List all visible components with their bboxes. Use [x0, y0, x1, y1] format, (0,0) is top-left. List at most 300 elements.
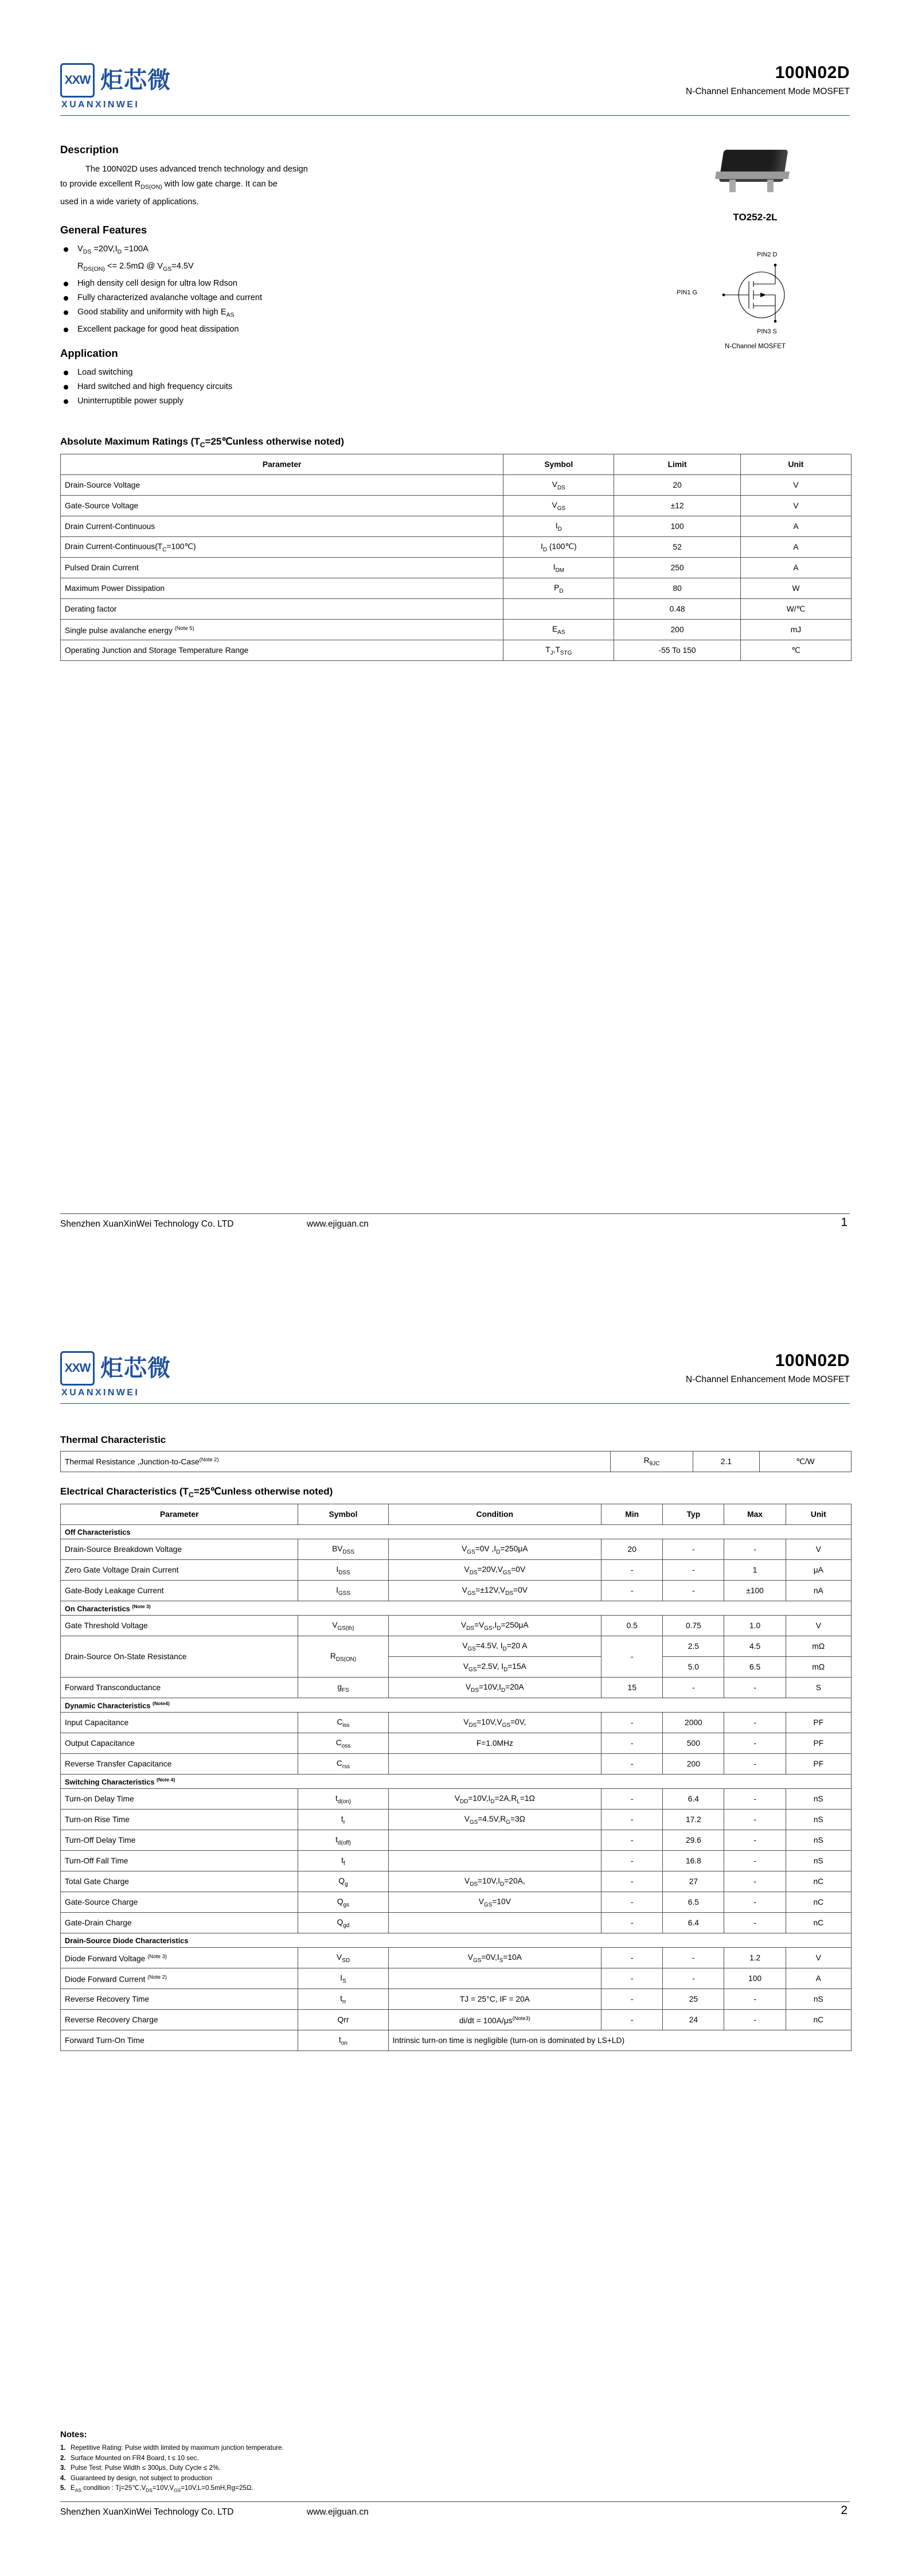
- logo-chinese-name: 炬芯微: [100, 68, 171, 93]
- table-cell: $V_{GS}=\pm 12V,V_{DS}=0V$: [388, 1581, 602, 1601]
- table-cell: 200: [614, 620, 741, 640]
- table-cell: V: [786, 1616, 851, 1636]
- table-cell: $V_{GS}=2.5V$, $I_D=15A$: [388, 1657, 602, 1678]
- list-item: 4. Guaranteed by design, not subject to production: [60, 2474, 212, 2482]
- table-cell: A: [740, 516, 851, 537]
- table-cell: $BV_{DSS}$: [298, 1539, 388, 1560]
- col-min: Min: [602, 1504, 663, 1525]
- table-cell: Input Capacitance: [61, 1713, 298, 1733]
- table-cell: 5.0: [663, 1657, 724, 1678]
- table-cell: -: [724, 1754, 786, 1775]
- table-cell: Turn-Off Delay Time: [61, 1830, 298, 1851]
- thermal-body: [61, 1452, 852, 1472]
- table-cell: -: [663, 1581, 724, 1601]
- package-photo: [712, 146, 798, 199]
- table-cell: $C_{oss}$: [298, 1733, 388, 1754]
- list-item: 5. $E_{AS}$ condition : $Tj=25℃,V_{DS}=10V,V_{GS}=10V,L=0.5mH,Rg=25\Omega$.: [60, 2484, 253, 2493]
- table-cell: Single pulse avalanche energy $^{(Note 5)}$: [61, 620, 503, 640]
- table-cell: $R_{DS(ON)}$: [298, 1636, 388, 1678]
- table-row: [61, 1581, 852, 1601]
- list-item: $R_{DS(ON)} <= 2.5m\Omega$ @ $V_{GS}=4.5V$: [77, 261, 194, 273]
- list-item: $V_{DS} =20V,I_D =100A$: [60, 242, 576, 259]
- thermal-table: [60, 1451, 852, 1472]
- col-unit: Unit: [740, 454, 851, 475]
- table-cell: ℃/W: [759, 1452, 851, 1472]
- table-cell: A: [786, 1968, 851, 1989]
- table-row: [61, 558, 852, 578]
- table-cell: -: [724, 1989, 786, 2010]
- table-cell: $Q_{gd}$: [298, 1913, 388, 1933]
- page-2: [0, 1288, 910, 2576]
- table-cell: $t_{rr}$: [298, 1989, 388, 2010]
- table-cell: V: [786, 1539, 851, 1560]
- table-cell: 15: [602, 1678, 663, 1698]
- abs-max-table: [60, 454, 852, 661]
- table-group-header: [61, 1525, 852, 1539]
- table-cell: -: [724, 1733, 786, 1754]
- table-cell: 20: [602, 1539, 663, 1560]
- table-cell: ±12: [614, 496, 741, 516]
- page-title: 100N02D: [775, 1351, 850, 1370]
- table-group-header: [61, 1933, 852, 1948]
- table-cell: V: [786, 1948, 851, 1968]
- table-cell: 6.4: [663, 1913, 724, 1933]
- list-item: 1. Repetitive Rating: Pulse width limited by maximum junction temperature.: [60, 2444, 284, 2452]
- table-cell: Forward Turn-On Time: [61, 2030, 298, 2051]
- table-row: [61, 516, 852, 537]
- table-cell: 4.5: [724, 1636, 786, 1657]
- header-divider: [60, 1403, 850, 1404]
- table-cell: Diode Forward Voltage $^{(Note 3)}$: [61, 1948, 298, 1968]
- description-title: Description: [60, 143, 119, 155]
- table-cell: 2.5: [663, 1636, 724, 1657]
- table-cell: -: [602, 1913, 663, 1933]
- table-cell: $V_{GS}=4.5V$, $I_D=20$ A: [388, 1636, 602, 1657]
- table-row: [61, 599, 852, 620]
- table-cell: Turn-on Delay Time: [61, 1789, 298, 1810]
- mosfet-symbol-icon: [689, 252, 821, 338]
- table-row: [61, 1789, 852, 1810]
- table-cell: -: [602, 1989, 663, 2010]
- table-cell: $I_D$: [503, 516, 614, 537]
- list-item: Excellent package for good heat dissipation: [60, 322, 576, 337]
- table-cell: Gate-Drain Charge: [61, 1913, 298, 1933]
- list-item: Uninterruptible power supply: [60, 394, 576, 408]
- electrical-title: Electrical Characteristics ($T_C=25℃unless$ otherwise noted): [60, 1486, 333, 1499]
- table-cell: TJ = 25°C, IF = 20A: [388, 1989, 602, 2010]
- table-cell: Reverse Recovery Charge: [61, 2010, 298, 2030]
- table-cell: -: [663, 1539, 724, 1560]
- table-row: [61, 578, 852, 599]
- table-cell: Drain-Source On-State Resistance: [61, 1636, 298, 1678]
- table-cell: $V_{DS}$: [503, 475, 614, 496]
- table-cell: $g_{FS}$: [298, 1678, 388, 1698]
- list-item: Hard switched and high frequency circuits: [60, 380, 576, 394]
- pin1-label: PIN1 G: [677, 289, 698, 296]
- list-item: 3. Pulse Test: Pulse Width ≤ 300μs, Duty Cycle ≤ 2%.: [60, 2464, 221, 2472]
- table-cell: $V_{GS}=10V$: [388, 1892, 602, 1913]
- table-cell: $E_{AS}$: [503, 620, 614, 640]
- table-cell: $t_{d(on)}$: [298, 1789, 388, 1810]
- electrical-section: [60, 1486, 852, 2051]
- notes-list: [60, 2443, 852, 2496]
- electrical-body: [61, 1525, 852, 2051]
- company-logo: [60, 1351, 171, 1398]
- description-line-3: used in a wide variety of applications.: [60, 197, 199, 207]
- table-cell: 6.4: [663, 1789, 724, 1810]
- table-cell: Total Gate Charge: [61, 1871, 298, 1892]
- table-cell: nS: [786, 1851, 851, 1871]
- footer-url[interactable]: www.ejiguan.cn: [307, 2507, 369, 2517]
- table-cell: Derating factor: [61, 599, 503, 620]
- page-subtitle: N-Channel Enhancement Mode MOSFET: [685, 87, 850, 96]
- table-cell: Zero Gate Voltage Drain Current: [61, 1560, 298, 1581]
- group-label: Drain-Source Diode Characteristics: [61, 1933, 852, 1948]
- table-cell: nS: [786, 1989, 851, 2010]
- table-cell: A: [740, 558, 851, 578]
- package-name: TO252-2L: [733, 212, 778, 223]
- table-cell: $T_J,T_{STG}$: [503, 640, 614, 661]
- table-cell: 20: [614, 475, 741, 496]
- general-features-list: [60, 242, 576, 337]
- pin2-label: PIN2 D: [757, 251, 778, 258]
- table-cell: 17.2: [663, 1810, 724, 1830]
- table-cell: -: [724, 1678, 786, 1698]
- table-cell: $V_{SD}$: [298, 1948, 388, 1968]
- table-cell: 200: [663, 1754, 724, 1775]
- table-cell: nC: [786, 2010, 851, 2030]
- table-header-row: [61, 1504, 852, 1525]
- table-cell: -: [663, 1968, 724, 1989]
- table-cell: 25: [663, 1989, 724, 2010]
- table-cell: $Q_g$: [298, 1871, 388, 1892]
- table-cell: Gate-Source Charge: [61, 1892, 298, 1913]
- table-cell: Pulsed Drain Current: [61, 558, 503, 578]
- table-cell: -: [602, 1713, 663, 1733]
- table-row: [61, 1810, 852, 1830]
- table-cell: W/℃: [740, 599, 851, 620]
- table-cell: Turn-on Rise Time: [61, 1810, 298, 1830]
- table-cell: -: [724, 1871, 786, 1892]
- table-cell: -: [663, 1678, 724, 1698]
- footer-url[interactable]: www.ejiguan.cn: [307, 1219, 369, 1229]
- table-cell: -: [602, 1968, 663, 1989]
- table-row: [61, 1452, 852, 1472]
- table-cell: mJ: [740, 620, 851, 640]
- table-cell: F=1.0MHz: [388, 1733, 602, 1754]
- table-cell: nS: [786, 1789, 851, 1810]
- table-cell: $V_{GS}=0V$ $,I_D=250\mu A$: [388, 1539, 602, 1560]
- logo-mark-icon: XXW: [60, 1351, 95, 1386]
- table-cell: -: [663, 1948, 724, 1968]
- header-part-block: [686, 1351, 850, 1385]
- table-cell: $t_f$: [298, 1851, 388, 1871]
- list-item: Load switching: [60, 365, 576, 380]
- table-row: [61, 1948, 852, 1968]
- table-cell: nC: [786, 1871, 851, 1892]
- table-group-header: [61, 1698, 852, 1713]
- table-cell: nA: [786, 1581, 851, 1601]
- table-cell: -: [602, 1948, 663, 1968]
- table-cell: PF: [786, 1754, 851, 1775]
- table-cell: V: [740, 475, 851, 496]
- abs-max-title: Absolute Maximum Ratings ($T_C=25℃unless$ otherwise noted): [60, 436, 345, 449]
- table-row: [61, 2030, 852, 2051]
- col-condition: Condition: [388, 1504, 602, 1525]
- table-row: [61, 1851, 852, 1871]
- table-row: [61, 1713, 852, 1733]
- table-cell: $I_{DM}$: [503, 558, 614, 578]
- table-cell: Intrinsic turn-on time is negligible (turn-on is dominated by LS+LD): [388, 2030, 851, 2051]
- table-row: [61, 496, 852, 516]
- table-cell: 250: [614, 558, 741, 578]
- table-cell: $V_{GS(th)}$: [298, 1616, 388, 1636]
- table-cell: [388, 1830, 602, 1851]
- page-footer: [60, 2501, 850, 2527]
- col-typ: Typ: [663, 1504, 724, 1525]
- table-cell: 1.2: [724, 1948, 786, 1968]
- table-cell: $t_r$: [298, 1810, 388, 1830]
- description-section: [60, 143, 576, 209]
- table-cell: 80: [614, 578, 741, 599]
- table-cell: mΩ: [786, 1636, 851, 1657]
- table-cell: Thermal Resistance ,Junction-to-Case$^{(Note 2)}$: [61, 1452, 611, 1472]
- table-row: [61, 1733, 852, 1754]
- abs-max-body: [61, 475, 852, 661]
- description-text: [60, 162, 576, 209]
- table-cell: 52: [614, 537, 741, 558]
- page-title: 100N02D: [775, 63, 850, 82]
- table-cell: -: [602, 1830, 663, 1851]
- table-header-row: [61, 454, 852, 475]
- table-cell: 29.6: [663, 1830, 724, 1851]
- application-title: Application: [60, 347, 118, 359]
- table-cell: 100: [614, 516, 741, 537]
- table-cell: $V_{DS}=10V,V_{GS}=0V$,: [388, 1713, 602, 1733]
- table-row: [61, 1871, 852, 1892]
- page-footer: [60, 1213, 850, 1239]
- table-cell: $C_{rss}$: [298, 1754, 388, 1775]
- table-cell: -: [724, 1913, 786, 1933]
- pin3-label: PIN3 S: [757, 328, 777, 335]
- table-cell: $V_{GS}=4.5V,R_G=3\Omega$: [388, 1810, 602, 1830]
- general-features-section: [60, 224, 576, 337]
- table-cell: -: [724, 1830, 786, 1851]
- table-cell: $P_D$: [503, 578, 614, 599]
- thermal-title: Thermal Characteristic: [60, 1434, 166, 1445]
- table-row: [61, 475, 852, 496]
- table-row: [61, 1539, 852, 1560]
- table-row: [61, 1830, 852, 1851]
- table-cell: Gate Threshold Voltage: [61, 1616, 298, 1636]
- list-item: High density cell design for ultra low Rdson: [60, 277, 576, 291]
- group-label: On Characteristics $^{(Note 3)}$: [61, 1601, 852, 1616]
- table-cell: nS: [786, 1810, 851, 1830]
- footer-company: Shenzhen XuanXinWei Technology Co. LTD: [60, 1219, 234, 1229]
- table-row: [61, 2010, 852, 2030]
- table-cell: Gate-Source Voltage: [61, 496, 503, 516]
- group-label: Switching Characteristics $^{(Note 4)}$: [61, 1775, 852, 1789]
- table-cell: -: [602, 1733, 663, 1754]
- table-cell: $V_{DS}=V_{GS},I_D=250\mu A$: [388, 1616, 602, 1636]
- table-row: [61, 640, 852, 661]
- table-cell: $V_{DD}=10V,I_D=2A,R_L=1\Omega$: [388, 1789, 602, 1810]
- table-row: [61, 1913, 852, 1933]
- table-cell: 6.5: [663, 1892, 724, 1913]
- table-cell: $R_{\theta JC}$: [611, 1452, 693, 1472]
- table-cell: -: [602, 1810, 663, 1830]
- table-cell: V: [740, 496, 851, 516]
- table-cell: 0.48: [614, 599, 741, 620]
- col-limit: Limit: [614, 454, 741, 475]
- table-cell: 2.1: [693, 1452, 760, 1472]
- table-cell: 24: [663, 2010, 724, 2030]
- list-item: Fully characterized avalanche voltage and current: [60, 291, 576, 305]
- table-cell: -: [724, 1713, 786, 1733]
- table-cell: $I_S$: [298, 1968, 388, 1989]
- col-parameter: Parameter: [61, 1504, 298, 1525]
- table-cell: [388, 1851, 602, 1871]
- table-group-header: [61, 1775, 852, 1789]
- table-cell: $V_{GS}=0V,I_S=10A$: [388, 1948, 602, 1968]
- header-part-block: [686, 63, 850, 97]
- table-cell: [503, 599, 614, 620]
- schematic-caption: N-Channel MOSFET: [724, 343, 786, 350]
- table-cell: S: [786, 1678, 851, 1698]
- footer-page-number: 2: [841, 2504, 847, 2517]
- application-list: [60, 365, 576, 408]
- table-cell: $C_{iss}$: [298, 1713, 388, 1733]
- abs-max-section: [60, 436, 852, 661]
- table-cell: PF: [786, 1713, 851, 1733]
- description-line-1: The 100N02D uses advanced trench technology and design: [85, 165, 308, 174]
- table-cell: 500: [663, 1733, 724, 1754]
- table-cell: μA: [786, 1560, 851, 1581]
- table-cell: -: [724, 1851, 786, 1871]
- table-cell: $I_D$ (100℃): [503, 537, 614, 558]
- table-cell: -: [602, 1851, 663, 1871]
- table-cell: [388, 1913, 602, 1933]
- table-cell: 1: [724, 1560, 786, 1581]
- table-cell: $t_{on}$: [298, 2030, 388, 2051]
- table-row: [61, 1754, 852, 1775]
- table-cell: Gate-Body Leakage Current: [61, 1581, 298, 1601]
- page-subtitle: N-Channel Enhancement Mode MOSFET: [685, 1375, 850, 1384]
- table-cell: Drain Current-Continuous: [61, 516, 503, 537]
- table-row: [61, 537, 852, 558]
- logo-english-name: XUANXINWEI: [61, 100, 140, 110]
- table-cell: -: [602, 1892, 663, 1913]
- table-cell: W: [740, 578, 851, 599]
- table-row: [61, 1560, 852, 1581]
- table-cell: Reverse Recovery Time: [61, 1989, 298, 2010]
- table-cell: -: [602, 1560, 663, 1581]
- electrical-table: [60, 1504, 852, 2051]
- table-cell: $di/dt = 100A/\mu s^{(Note3)}$: [388, 2010, 602, 2030]
- table-cell: ℃: [740, 640, 851, 661]
- thermal-section: [60, 1434, 852, 1472]
- table-row: [61, 1636, 852, 1657]
- table-row: [61, 620, 852, 640]
- table-cell: -55 To 150: [614, 640, 741, 661]
- table-cell: PF: [786, 1733, 851, 1754]
- table-cell: nS: [786, 1830, 851, 1851]
- table-cell: $I_{DSS}$: [298, 1560, 388, 1581]
- table-cell: -: [724, 1539, 786, 1560]
- footer-page-number: 1: [841, 1216, 847, 1229]
- table-cell: Turn-Off Fall Time: [61, 1851, 298, 1871]
- table-cell: Diode Forward Current $^{(Note 2)}$: [61, 1968, 298, 1989]
- table-cell: -: [663, 1560, 724, 1581]
- table-cell: [388, 1968, 602, 1989]
- list-item: 2. Surface Mounted on FR4 Board, t ≤ 10 sec.: [60, 2454, 199, 2462]
- company-logo: [60, 63, 171, 110]
- table-cell: Drain Current-$Continuous(T_C=100℃)$: [61, 537, 503, 558]
- table-cell: -: [724, 1892, 786, 1913]
- table-cell: -: [602, 1789, 663, 1810]
- notes-section: [60, 2430, 852, 2496]
- general-features-title: General Features: [60, 224, 147, 236]
- table-cell: Maximum Power Dissipation: [61, 578, 503, 599]
- group-label: Dynamic Characteristics $^{(Note4)}$: [61, 1698, 852, 1713]
- table-cell: A: [740, 537, 851, 558]
- table-cell: $V_{DS}=10V,I_D=20A$,: [388, 1871, 602, 1892]
- table-row: [61, 1678, 852, 1698]
- table-cell: nC: [786, 1892, 851, 1913]
- col-parameter: Parameter: [61, 454, 503, 475]
- list-item: Good stability and uniformity with high $E_{AS}$: [60, 305, 576, 322]
- footer-company: Shenzhen XuanXinWei Technology Co. LTD: [60, 2507, 234, 2517]
- table-cell: -: [602, 1636, 663, 1678]
- table-cell: -: [602, 1871, 663, 1892]
- table-cell: Drain-Source Breakdown Voltage: [61, 1539, 298, 1560]
- logo-english-name: XUANXINWEI: [61, 1388, 140, 1398]
- table-cell: Drain-Source Voltage: [61, 475, 503, 496]
- table-cell: Operating Junction and Storage Temperature Range: [61, 640, 503, 661]
- page-header: [60, 63, 850, 112]
- table-cell: Forward Transconductance: [61, 1678, 298, 1698]
- table-cell: -: [724, 2010, 786, 2030]
- table-row: [61, 1616, 852, 1636]
- logo-chinese-name: 炬芯微: [100, 1356, 171, 1381]
- table-cell: mΩ: [786, 1657, 851, 1678]
- header-divider: [60, 115, 850, 116]
- table-cell: -: [724, 1810, 786, 1830]
- table-cell: 6.5: [724, 1657, 786, 1678]
- table-cell: 0.75: [663, 1616, 724, 1636]
- col-max: Max: [724, 1504, 786, 1525]
- table-cell: -: [602, 1754, 663, 1775]
- table-cell: [388, 1754, 602, 1775]
- table-cell: ±100: [724, 1581, 786, 1601]
- notes-title: Notes:: [60, 2430, 87, 2439]
- table-row: [61, 1892, 852, 1913]
- table-cell: Qrr: [298, 2010, 388, 2030]
- table-group-header: [61, 1601, 852, 1616]
- table-cell: 16.8: [663, 1851, 724, 1871]
- table-cell: 1.0: [724, 1616, 786, 1636]
- table-cell: 2000: [663, 1713, 724, 1733]
- table-cell: nC: [786, 1913, 851, 1933]
- application-section: [60, 347, 576, 408]
- col-symbol: Symbol: [503, 454, 614, 475]
- table-cell: $V_{DS}=10V,I_D=20A$: [388, 1678, 602, 1698]
- table-cell: $Q_{gs}$: [298, 1892, 388, 1913]
- logo-mark-icon: XXW: [60, 63, 95, 98]
- table-cell: 0.5: [602, 1616, 663, 1636]
- table-cell: -: [724, 1789, 786, 1810]
- table-cell: Reverse Transfer Capacitance: [61, 1754, 298, 1775]
